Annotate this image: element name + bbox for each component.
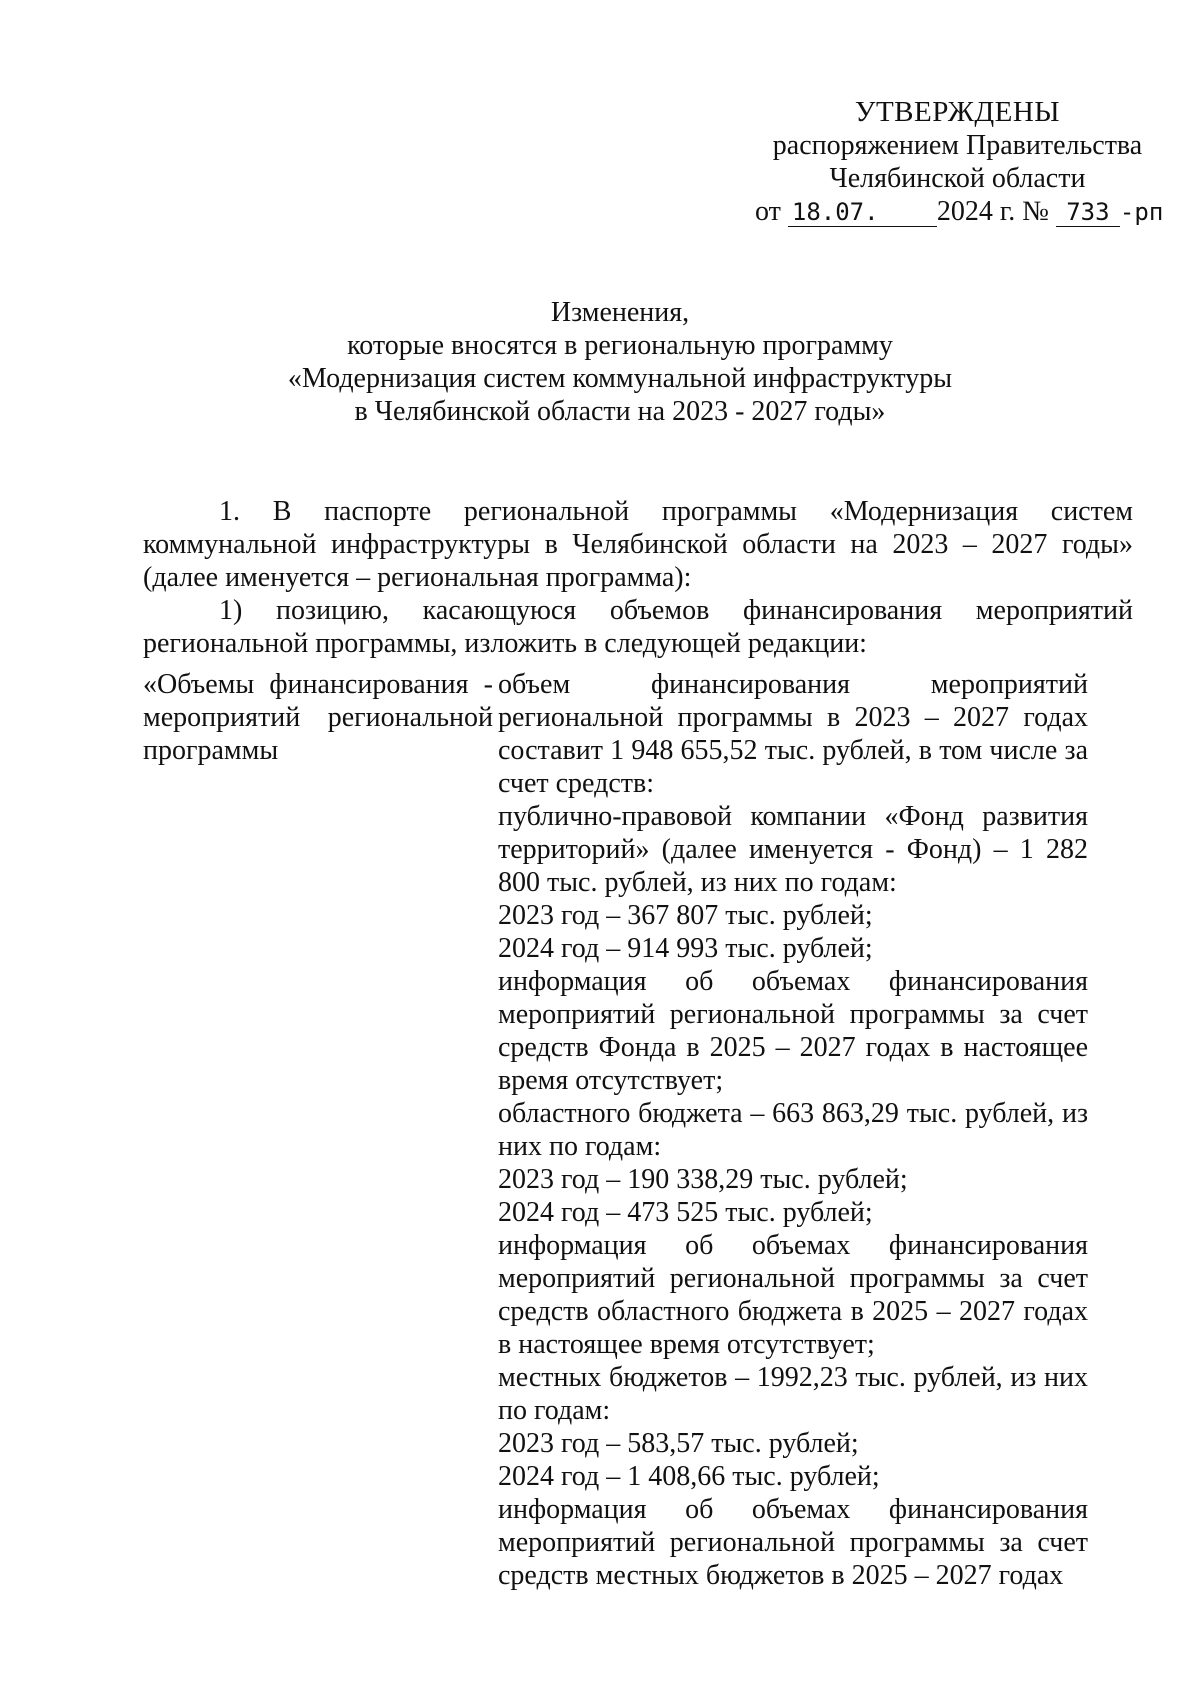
table-left-label: «Объемы финансирования - мероприятий региональной программы — [143, 669, 493, 766]
approval-line-2: Челябинской области — [829, 163, 1086, 194]
date-prefix: от — [755, 196, 781, 227]
approval-date-line — [755, 195, 1164, 229]
title-line-1: Изменения, — [550, 297, 690, 328]
title-line-4: в Челябинской области на 2023 - 2027 годы» — [354, 396, 886, 427]
funding-table — [143, 668, 1133, 1592]
funding-line: информация об объемах финансирования мероприятий региональной программы за счет средств местных бюджетов в 2025 – 2027 годах — [498, 1494, 1088, 1591]
funding-line: информация об объемах финансирования мероприятий региональной программы за счет средств Фонда в 2025 – 2027 годах в настоящее время отсутствует; — [498, 966, 1088, 1096]
title-line-3: «Модернизация систем коммунальной инфраструктуры — [287, 363, 953, 394]
document-title — [200, 296, 1040, 428]
date-value: 18.07. — [788, 198, 937, 227]
funding-line: 2023 год – 583,57 тыс. рублей; — [498, 1428, 859, 1459]
paragraph-1: 1. В паспорте региональной программы «Модернизация систем коммунальной инфраструктуры в Челябинской области на 2023 – 2027 годы» (далее именуется – региональная программа): — [143, 496, 1133, 593]
document-body — [143, 495, 1133, 660]
funding-line: 2024 год – 473 525 тыс. рублей; — [498, 1197, 873, 1228]
funding-line: 2023 год – 190 338,29 тыс. рублей; — [498, 1164, 908, 1195]
funding-line: информация об объемах финансирования мероприятий региональной программы за счет средств областного бюджета в 2025 – 2027 годах в настоящее время отсутствует; — [498, 1230, 1088, 1360]
order-number-suffix: -рп — [1119, 198, 1164, 226]
approval-block — [755, 96, 1164, 229]
funding-line: 2024 год – 914 993 тыс. рублей; — [498, 933, 873, 964]
funding-line: объем финансирования мероприятий региональной программы в 2023 – 2027 годах составит 1 948 655,52 тыс. рублей, в том числе за счет средств: — [498, 669, 1088, 799]
funding-line: публично-правовой компании «Фонд развития территорий» (далее именуется - Фонд) – 1 282 800 тыс. рублей, из них по годам: — [498, 801, 1088, 898]
funding-line: областного бюджета – 663 863,29 тыс. рублей, из них по годам: — [498, 1098, 1088, 1162]
title-line-2: которые вносятся в региональную программу — [347, 330, 893, 361]
paragraph-2: 1) позицию, касающуюся объемов финансирования мероприятий региональной программы, изложить в следующей редакции: — [143, 595, 1133, 659]
funding-line: 2023 год – 367 807 тыс. рублей; — [498, 900, 873, 931]
funding-line: местных бюджетов – 1992,23 тыс. рублей, из них по годам: — [498, 1362, 1088, 1426]
year-text: 2024 г. № — [936, 196, 1049, 227]
approval-heading: УТВЕРЖДЕНЫ — [854, 96, 1061, 128]
funding-line: 2024 год – 1 408,66 тыс. рублей; — [498, 1461, 880, 1492]
approval-line-1: распоряжением Правительства — [772, 130, 1143, 161]
table-right-column — [498, 668, 1088, 1592]
order-number: 733 — [1056, 198, 1120, 227]
